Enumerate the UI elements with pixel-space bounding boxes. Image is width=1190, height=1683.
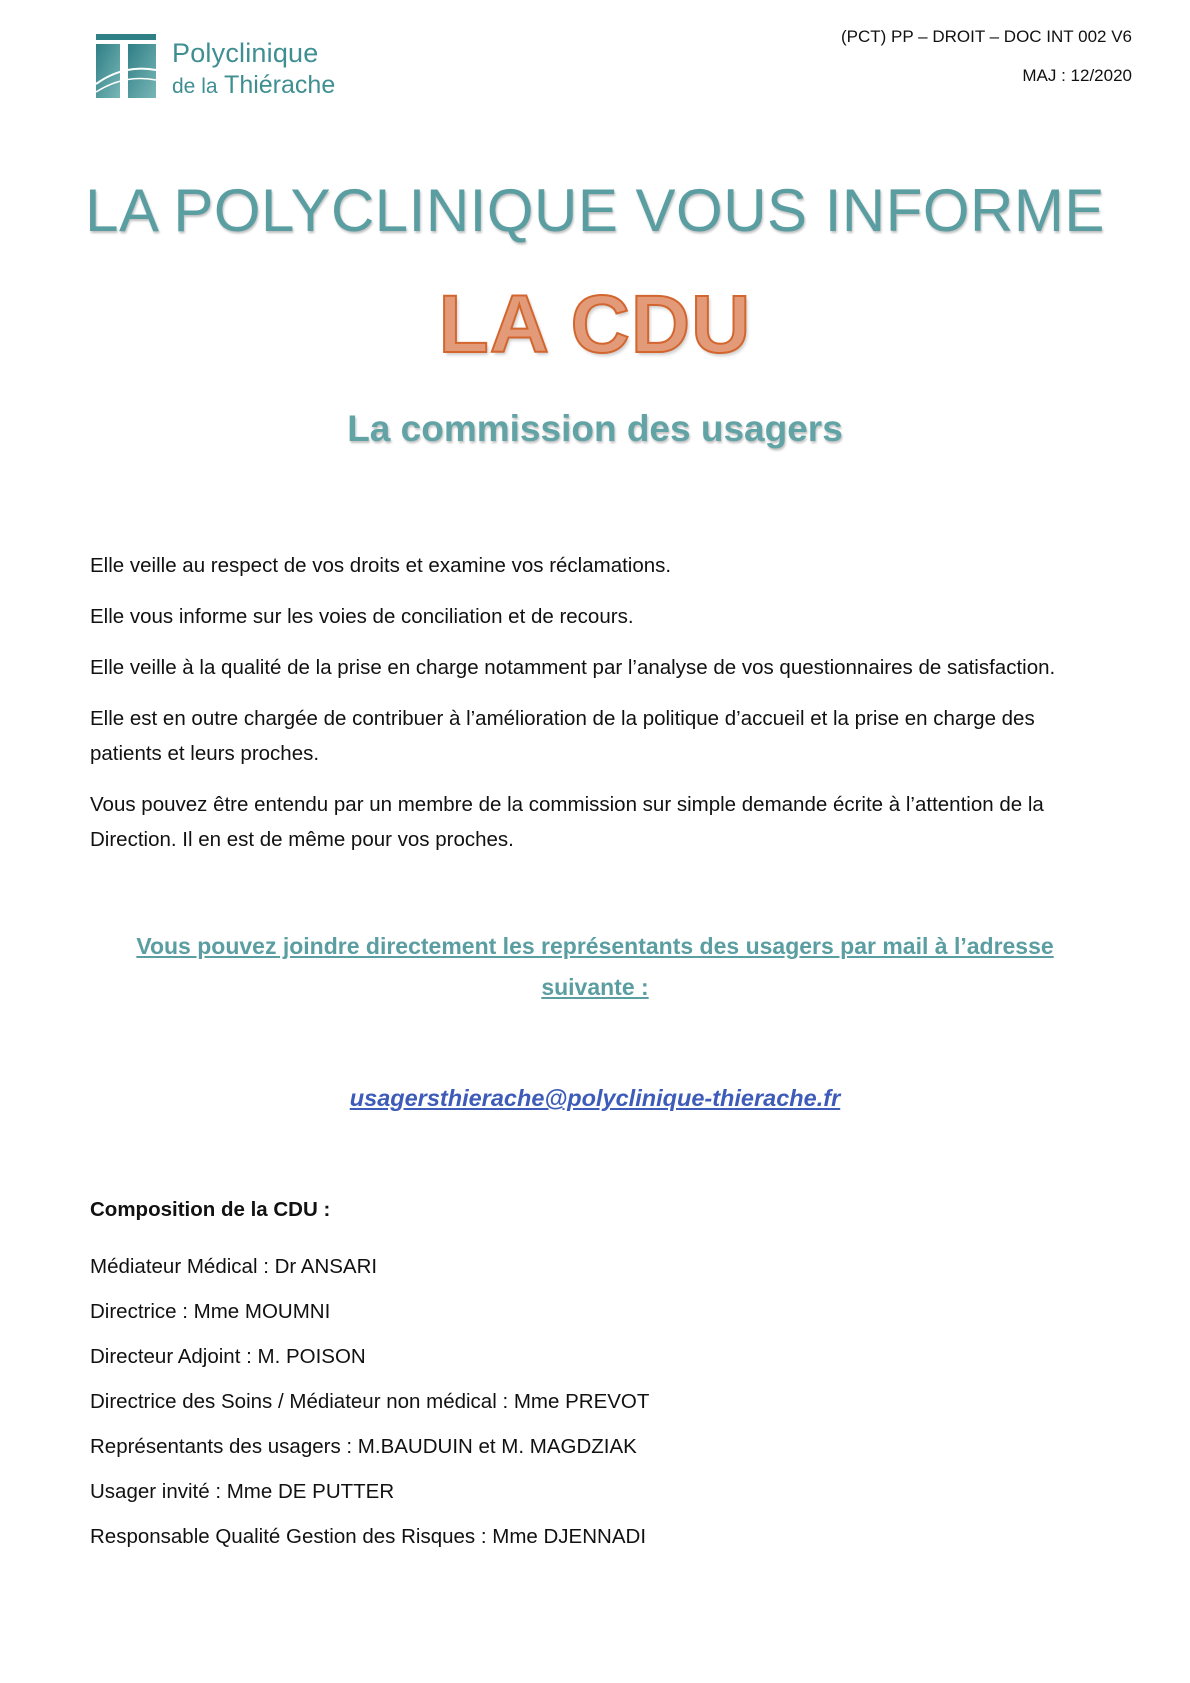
member-medical-mediator: Médiateur Médical : Dr ANSARI (90, 1255, 378, 1278)
paragraph-rights: Elle veille au respect de vos droits et examine vos réclamations. (90, 554, 672, 577)
email-link[interactable]: usagersthierache@polyclinique-thierache.fr (349, 1085, 841, 1111)
composition-heading: Composition de la CDU : (90, 1198, 331, 1221)
logo-location-main: Thiérache (224, 71, 336, 99)
document-reference (841, 27, 1132, 86)
member-director: Directrice : Mme MOUMNI (90, 1300, 331, 1323)
member-deputy-director: Directeur Adjoint : M. POISON (90, 1345, 366, 1368)
logo-text (172, 40, 335, 98)
paragraph-quality: Elle veille à la qualité de la prise en charge notamment par l’analyse de vos questionnaires de satisfaction. (90, 656, 1056, 679)
member-care-director: Directrice des Soins / Médiateur non médical : Mme PREVOT (90, 1390, 650, 1413)
paragraph-reception-policy: Elle est en outre chargée de contribuer à l’amélioration de la politique d’accueil et la prise en charge des patients et leurs proches. (90, 707, 1035, 765)
members-list (90, 1244, 1090, 1559)
logo-location-prefix: de la (172, 75, 218, 98)
subtitle: La commission des usagers (347, 408, 843, 449)
paragraph-hearing: Vous pouvez être entendu par un membre de la commission sur simple demande écrite à l’attention de la Direction. Il en est de même pour vos proches. (90, 793, 1044, 851)
body-text (90, 548, 1105, 873)
contact-note: Vous pouvez joindre directement les représentants des usagers par mail à l’adresse suivante : (136, 933, 1054, 1000)
member-invited-user: Usager invité : Mme DE PUTTER (90, 1480, 395, 1503)
paragraph-conciliation: Elle vous informe sur les voies de conciliation et de recours. (90, 605, 634, 628)
member-quality-manager: Responsable Qualité Gestion des Risques : Mme DJENNADI (90, 1525, 647, 1548)
member-user-representatives: Représentants des usagers : M.BAUDUIN et M. MAGDZIAK (90, 1435, 637, 1458)
polyclinique-logo (94, 34, 374, 106)
cdu-title: LA CDU (438, 279, 752, 370)
logo-location (172, 73, 335, 98)
main-title: LA POLYCLINIQUE VOUS INFORME (85, 177, 1105, 244)
reference-code: (PCT) PP – DROIT – DOC INT 002 V6 (841, 27, 1132, 46)
composition-section (90, 1198, 1090, 1559)
logo-mark-icon (94, 34, 158, 98)
update-date: MAJ : 12/2020 (1022, 66, 1132, 85)
logo-name: Polyclinique (172, 38, 319, 68)
